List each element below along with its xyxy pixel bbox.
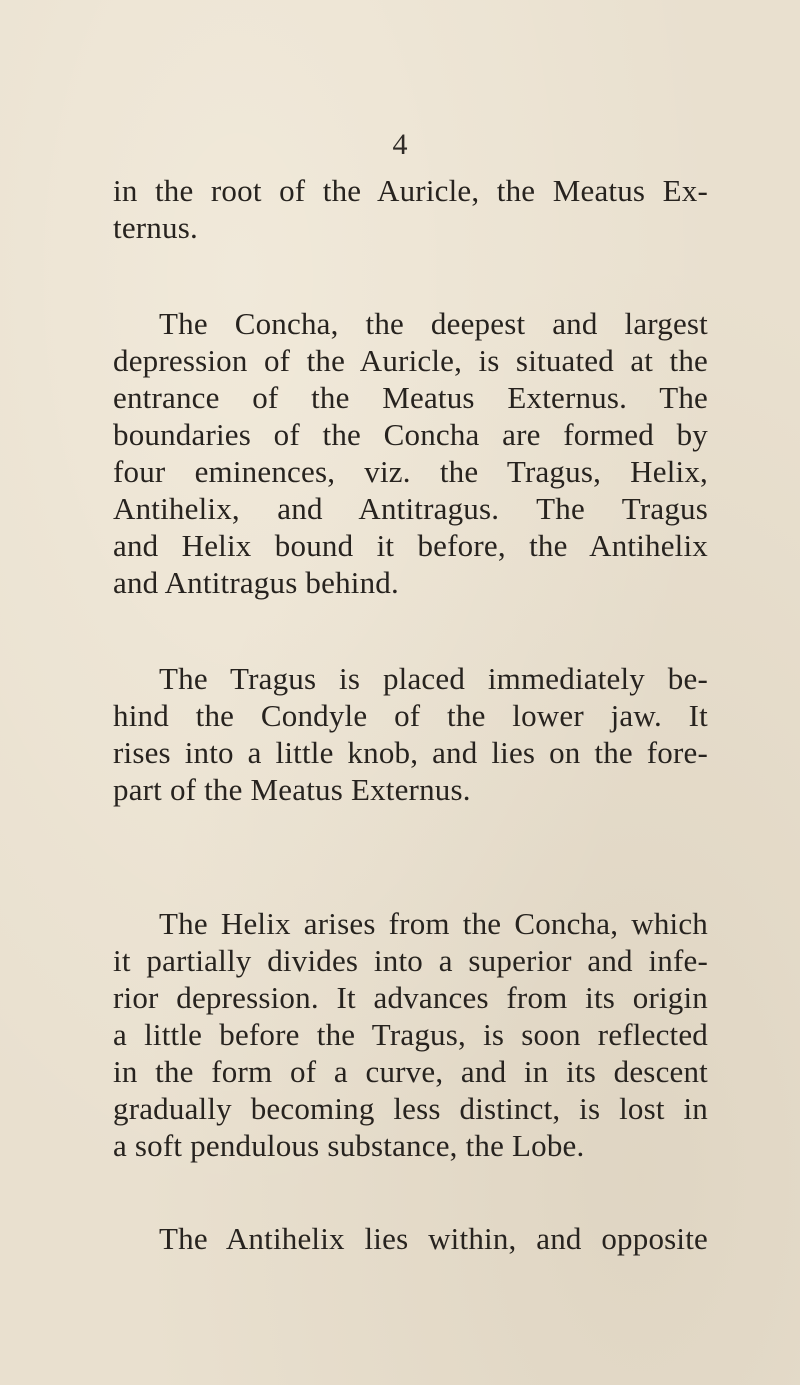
text-line: rises into a little knob, and lies on the fore- [113, 735, 708, 770]
paragraph-1 [113, 172, 708, 246]
text-line: The Antihelix lies within, and opposite [159, 1221, 708, 1256]
text-line: and Helix bound it before, the Antihelix [113, 528, 708, 563]
text-line: Antihelix, and Antitragus. The Tragus [113, 491, 708, 526]
paragraph-3 [113, 660, 708, 808]
text-line: four eminences, viz. the Tragus, Helix, [113, 454, 708, 489]
text-line: rior depression. It advances from its origin [113, 980, 708, 1015]
text-line: The Helix arises from the Concha, which [159, 906, 708, 941]
text-line: The Concha, the deepest and largest [159, 306, 708, 341]
text-line: hind the Condyle of the lower jaw. It [113, 698, 708, 733]
paragraph-5 [113, 1220, 708, 1257]
paragraph-2 [113, 305, 708, 601]
text-line: it partially divides into a superior and infe- [113, 943, 708, 978]
page-number: 4 [392, 128, 408, 161]
text-line: gradually becoming less distinct, is lost in [113, 1091, 708, 1126]
text-line: in the form of a curve, and in its descent [113, 1054, 708, 1089]
text-line: boundaries of the Concha are formed by [113, 417, 708, 452]
text-line: part of the Meatus Externus. [113, 772, 471, 807]
text-line: ternus. [113, 210, 198, 245]
text-line: a soft pendulous substance, the Lobe. [113, 1128, 585, 1163]
text-line: in the root of the Auricle, the Meatus Ex- [113, 173, 708, 208]
text-line: The Tragus is placed immediately be- [159, 661, 708, 696]
text-line: and Antitragus behind. [113, 565, 399, 600]
text-line: a little before the Tragus, is soon reflected [113, 1017, 708, 1052]
text-line: entrance of the Meatus Externus. The [113, 380, 708, 415]
text-line: depression of the Auricle, is situated at the [113, 343, 708, 378]
paragraph-4 [113, 905, 708, 1164]
